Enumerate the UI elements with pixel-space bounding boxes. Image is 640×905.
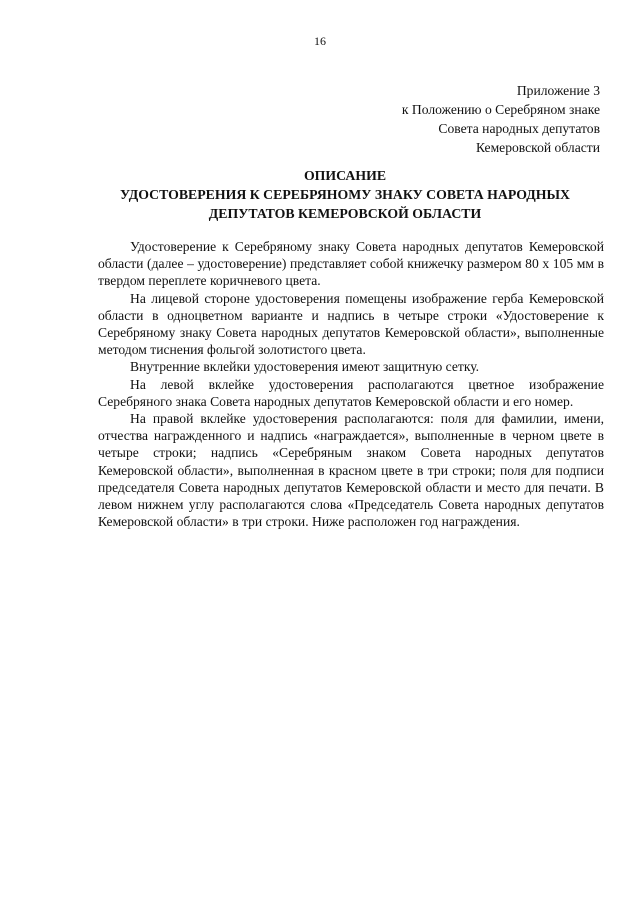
body-paragraph: На правой вклейке удостоверения располагаются: поля для фамилии, имени, отчества награжденного и надпись «награждается», выполненные в черном цвете в четыре строки; надпись «Серебряным знаком Совета народных депутатов Кемеровской области», выполненная в красном цвете в три строки; поля для подписи председателя Совета народных депутатов Кемеровской области и место для печати. В левом нижнем углу располагаются слова «Председатель Совета народных депутатов Кемеровской области» в три строки. Ниже расположен год награждения. <box>98 411 604 530</box>
body-paragraph: Внутренние вклейки удостоверения имеют защитную сетку. <box>130 359 480 375</box>
appendix-header <box>402 81 600 157</box>
body-paragraph: Удостоверение к Серебряному знаку Совета народных депутатов Кемеровской области (далее – удостоверение) представляет собой книжечку размером 80 x 105 мм в твердом переплете коричневого цвета. <box>98 239 604 289</box>
appendix-line: Совета народных депутатов <box>438 121 600 136</box>
title-line: ДЕПУТАТОВ КЕМЕРОВСКОЙ ОБЛАСТИ <box>208 206 482 221</box>
body-paragraph: На лицевой стороне удостоверения помещены изображение герба Кемеровской области в одноцветном варианте и надпись в четыре строки «Удостоверение к Серебряному знаку Совета народных депутатов Кемеровской области», выполненные методом тиснения фольгой золотистого цвета. <box>98 290 604 358</box>
appendix-line: Кемеровской области <box>475 140 600 155</box>
title-line: УДОСТОВЕРЕНИЯ К СЕРЕБРЯНОМУ ЗНАКУ СОВЕТА НАРОДНЫХ <box>119 187 570 202</box>
page-number: 16 <box>314 34 326 48</box>
document-title <box>80 166 610 223</box>
appendix-line: к Положению о Серебряном знаке <box>401 102 600 117</box>
document-body <box>98 238 604 530</box>
title-line: ОПИСАНИЕ <box>303 168 387 183</box>
appendix-line: Приложение 3 <box>516 83 600 98</box>
body-paragraph: На левой вклейке удостоверения располагаются цветное изображение Серебряного знака Совета народных депутатов Кемеровской области и его номер. <box>98 376 604 409</box>
